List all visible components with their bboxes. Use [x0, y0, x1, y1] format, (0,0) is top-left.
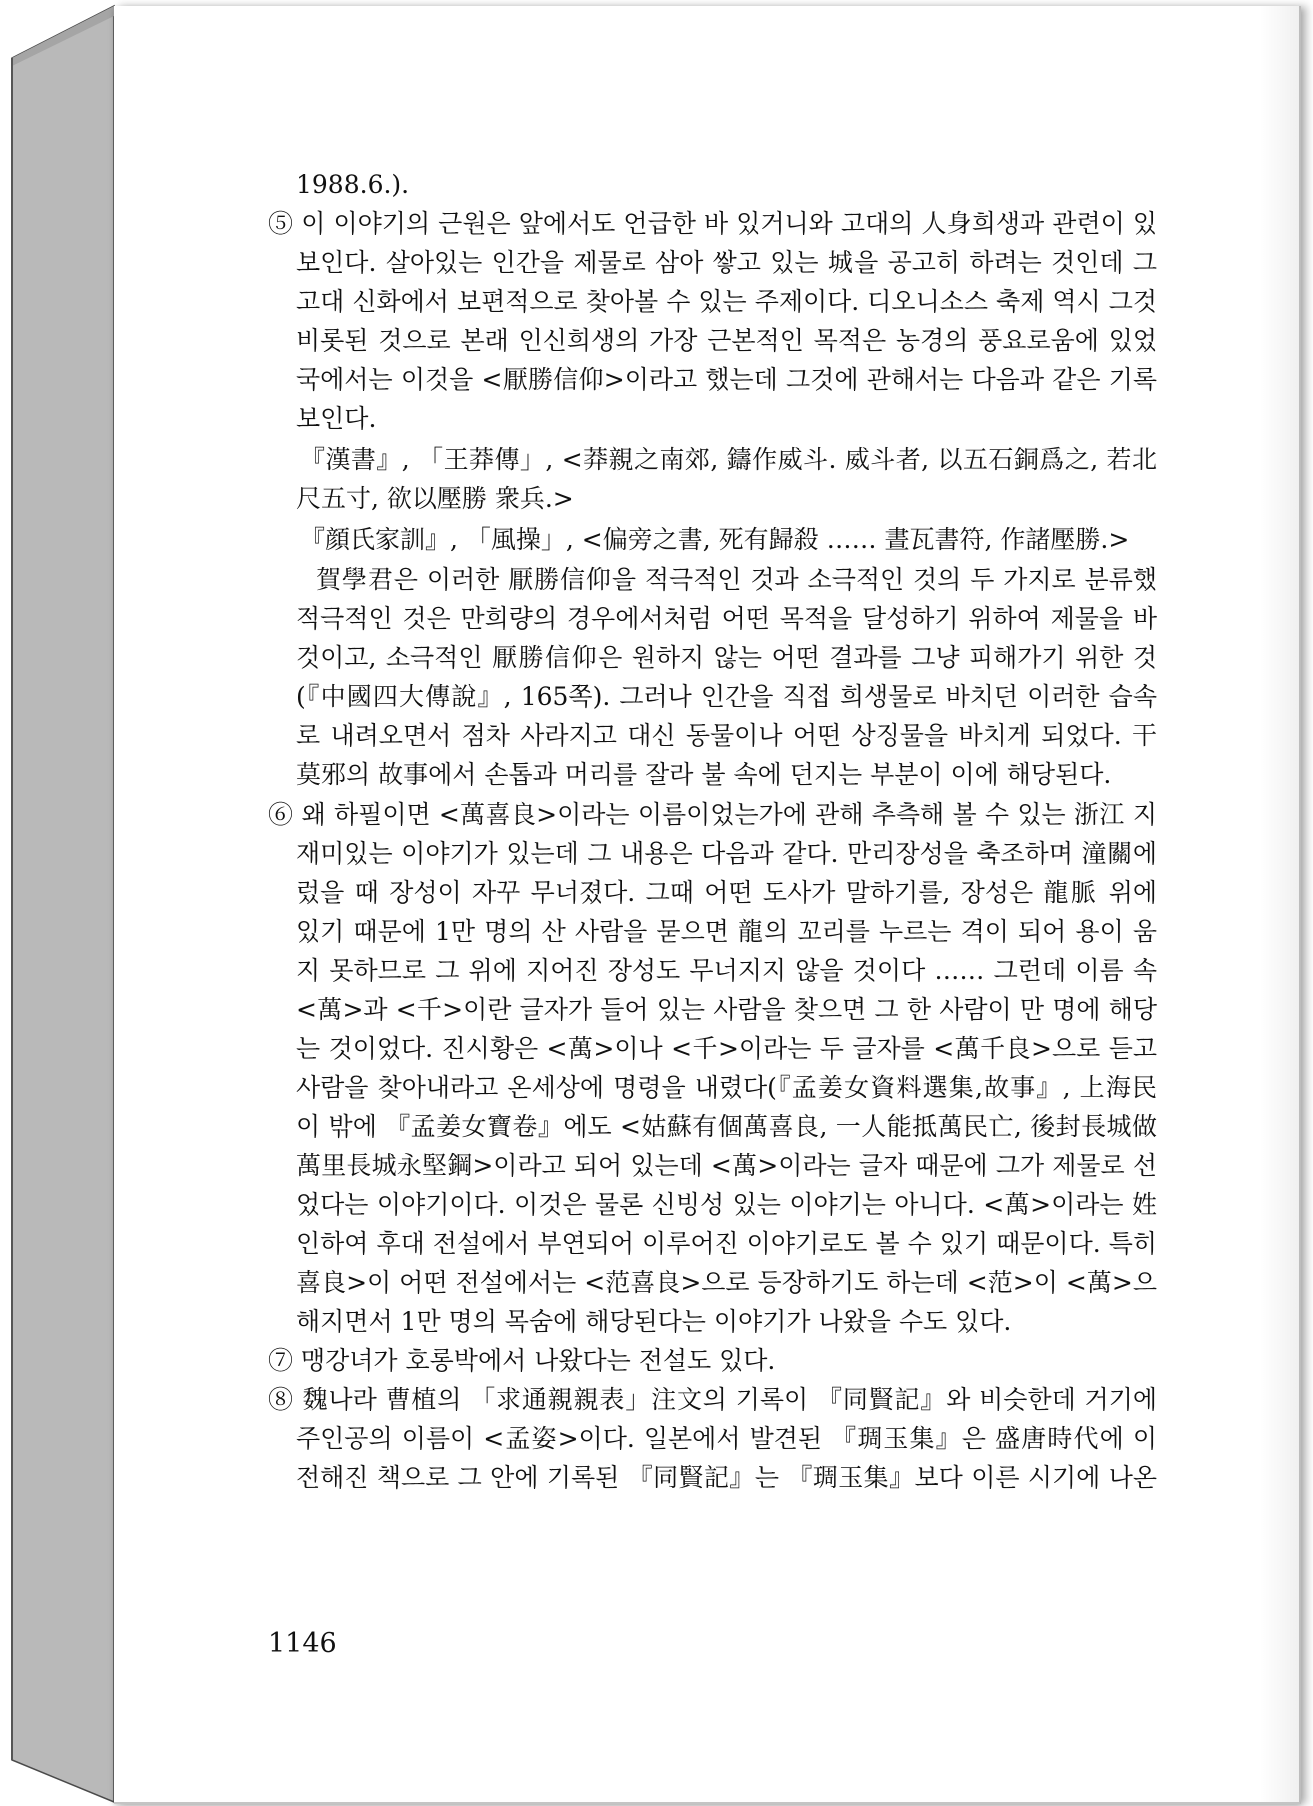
text-line: 전해진 책으로 그 안에 기록된 『同賢記』는 『琱玉集』보다 이른 시기에 나온: [296, 1463, 1157, 1492]
text-line: 었다는 이야기이다. 이것은 물론 신빙성 있는 이야기는 아니다. <萬>이라는 姓: [296, 1190, 1157, 1219]
text-line: 주인공의 이름이 <孟姿>이다. 일본에서 발견된 『琱玉集』은 盛唐時代에 이: [296, 1424, 1157, 1453]
text-line: 萬里長城永堅鋼>이라고 되어 있는데 <萬>이라는 글자 때문에 그가 제물로 선: [296, 1151, 1157, 1180]
text-line-note-5: ⑤ 이 이야기의 근원은 앞에서도 언급한 바 있거니와 고대의 人身희생과 관련이 있: [268, 209, 1157, 238]
text-line: 사람을 찾아내라고 온세상에 명령을 내렸다(『孟姜女資料選集,故事』, 上海民: [296, 1073, 1157, 1102]
text-line: 보인다. 살아있는 인간을 제물로 삼아 쌓고 있는 城을 공고히 하려는 것인데 그: [296, 248, 1157, 277]
text-line: 보인다.: [296, 404, 377, 433]
text-line: 것이고, 소극적인 厭勝信仰은 원하지 않는 어떤 결과를 그냥 피해가기 위한 것: [296, 643, 1157, 672]
page-number: 1146: [268, 1628, 337, 1659]
text-line: 해지면서 1만 명의 목숨에 해당된다는 이야기가 나왔을 수도 있다.: [296, 1307, 1012, 1336]
text-line: (『中國四大傳說』, 165쪽). 그러나 인간을 직접 희생물로 바치던 이러한 습속: [296, 682, 1157, 711]
text-line: 비롯된 것으로 본래 인신희생의 가장 근본적인 목적은 농경의 풍요로움에 있었: [296, 326, 1157, 355]
text-line: 지 못하므로 그 위에 지어진 장성도 무너지지 않을 것이다 …… 그런데 이름 속: [296, 956, 1157, 985]
text-line: 1988.6.).: [296, 170, 410, 199]
quotation-line: 『顔氏家訓』, 「風操」, <偏旁之書, 死有歸殺 …… 晝瓦書符, 作諸壓勝.>: [300, 525, 1130, 554]
text-line: 인하여 후대 전설에서 부연되어 이루어진 이야기로도 볼 수 있기 때문이다. 특히: [296, 1229, 1157, 1258]
text-line: 賀學君은 이러한 厭勝信仰을 적극적인 것과 소극적인 것의 두 가지로 분류했: [316, 565, 1157, 594]
text-line: 있기 때문에 1만 명의 산 사람을 묻으면 龍의 꼬리를 누르는 격이 되어 용이 움: [296, 917, 1157, 946]
text-line: 재미있는 이야기가 있는데 그 내용은 다음과 같다. 만리장성을 축조하며 潼關에: [296, 839, 1157, 868]
quotation-line: 『漢書』, 「王莽傳」, <莽親之南郊, 鑄作威斗. 威斗者, 以五石銅爲之, 若北: [300, 445, 1157, 474]
text-line-note-7: ⑦ 맹강녀가 호롱박에서 나왔다는 전설도 있다.: [268, 1346, 776, 1375]
text-line: 喜良>이 어떤 전설에서는 <范喜良>으로 등장하기도 하는데 <范>이 <萬>으: [296, 1268, 1157, 1297]
text-line: 고대 신화에서 보편적으로 찾아볼 수 있는 주제이다. 디오니소스 축제 역시 그것: [296, 287, 1157, 316]
quotation-line: 尺五寸, 欲以壓勝 衆兵.>: [296, 484, 574, 513]
text-line: 렀을 때 장성이 자꾸 무너졌다. 그때 어떤 도사가 말하기를, 장성은 龍脈 위에: [296, 878, 1157, 907]
text-line: 는 것이었다. 진시황은 <萬>이나 <千>이라는 두 글자를 <萬千良>으로 듣고: [296, 1034, 1157, 1063]
text-line-note-8: ⑧ 魏나라 曹植의 「求通親親表」注文의 기록이 『同賢記』와 비슷한데 거기에: [268, 1385, 1157, 1414]
page-edge-shade: [1259, 6, 1299, 1802]
text-line: <萬>과 <千>이란 글자가 들어 있는 사람을 찾으면 그 한 사람이 만 명에 해당: [296, 995, 1157, 1024]
text-line: 로 내려오면서 점차 사라지고 대신 동물이나 어떤 상징물을 바치게 되었다. 干: [296, 721, 1157, 750]
text-line: 국에서는 이것을 <厭勝信仰>이라고 했는데 그것에 관해서는 다음과 같은 기록: [296, 365, 1157, 394]
text-line-note-6: ⑥ 왜 하필이면 <萬喜良>이라는 이름이었는가에 관해 추측해 볼 수 있는 浙江 지: [268, 800, 1157, 829]
text-line: 적극적인 것은 만희량의 경우에서처럼 어떤 목적을 달성하기 위하여 제물을 바: [296, 604, 1157, 633]
text-line: 莫邪의 故事에서 손톱과 머리를 잘라 불 속에 던지는 부분이 이에 해당된다.: [296, 760, 1112, 789]
text-line: 이 밖에 『孟姜女寶卷』에도 <姑蘇有個萬喜良, 一人能抵萬民亡, 後封長城做: [296, 1112, 1157, 1141]
